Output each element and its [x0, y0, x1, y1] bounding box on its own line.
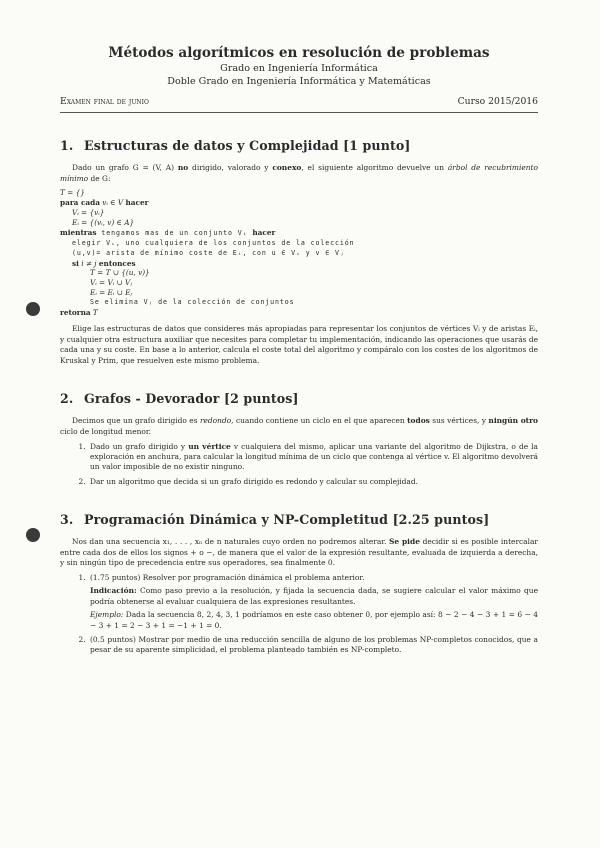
algo-line: T = T ∪ {(u, v)} — [90, 268, 150, 278]
degree-line-1: Grado en Ingeniería Informática — [220, 63, 378, 74]
section-1-number: 1. — [60, 138, 74, 153]
algo-line: Se elimina Vⱼ de la colección de conjuntos — [90, 298, 295, 307]
hint: Indicación: Como paso previo a la resolución, y fijada la secuencia dada, se sugiere calcular el valor máximo que podría obtenerse al evaluar cualquiera de las expresiones resultantes. — [90, 586, 538, 606]
section-3-intro: Nos dan una secuencia x₁, . . . , xₙ de n naturales cuyo orden no podremos alterar. Se pide decidir si es posible intercalar entre cada dos de ellos los signos + o −, de manera que el valor de la expresión resultante, evaluada de izquierda a derecha, y sin ningún tipo de precedencia entre sus operadores, sea finalmente 0. — [60, 537, 538, 568]
algo-line: Eᵢ = Eᵢ ∪ Eⱼ — [90, 288, 133, 298]
section-3-title: Programación Dinámica y NP-Completitud [2.25 puntos] — [84, 512, 490, 528]
section-2-title: Grafos - Devorador [2 puntos] — [84, 391, 299, 407]
algo-line: retorna T — [60, 308, 98, 318]
punch-hole-top — [26, 302, 40, 316]
section-1-title: Estructuras de datos y Complejidad [1 punto] — [84, 138, 411, 153]
list-item: 2. Dar un algoritmo que decida si un grafo dirigido es redondo y calcular su complejidad. — [88, 477, 538, 487]
punch-hole-bottom — [26, 528, 40, 542]
exam-info-line — [60, 96, 538, 107]
exam-name: Examen final de junio — [60, 96, 149, 107]
section-2-heading — [60, 391, 538, 406]
algorithm-block — [60, 188, 538, 318]
exam-page — [60, 44, 538, 660]
section-3-heading — [60, 512, 538, 527]
document-title: Métodos algorítmicos en resolución de problemas — [108, 45, 490, 61]
algo-line: Eᵢ = {(vᵢ, v) ∈ A} — [72, 217, 135, 227]
section-1-question: Elige las estructuras de datos que consideres más apropiadas para representar los conjuntos de vértices Vᵢ y de aristas Eᵢ, y cualquier otra estructura auxiliar que necesites para completar tu implementación, indicando las operaciones que usarás de cada una y su coste. En base a lo anterior, calcula el coste total del algoritmo y compáralo con los costes de los algoritmos de Kruskal y Prim, que resuelven este mismo problema. — [60, 323, 538, 365]
course-year: Curso 2015/2016 — [457, 96, 538, 107]
algo-line: (u,v)= arista de mínimo coste de Eᵢ, con u ∈ Vᵢ y v ∈ Vⱼ — [72, 248, 345, 257]
section-2-list — [60, 442, 538, 488]
example: Ejemplo: Dada la secuencia 8, 2, 4, 3, 1 podríamos en este caso obtener 0, por ejemplo así: 8 − 2 − 4 − 3 + 1 = 6 − 4 − 3 + 1 = 2 − 3 + 1 = −1 + 1 = 0. — [90, 610, 538, 630]
section-1-intro: Dado un grafo G = (V, A) no dirigido, valorado y conexo, el siguiente algoritmo devuelve un árbol de recubrimiento mínimo de G: — [60, 163, 538, 183]
algo-line: T = {} — [60, 188, 85, 198]
header-rule — [60, 112, 538, 113]
algo-line: mientras tengamos mas de un conjunto Vᵢ hacer — [60, 227, 276, 237]
algo-line: para cada vᵢ ∈ V hacer — [60, 198, 149, 208]
degree-line-2: Doble Grado en Ingeniería Informática y Matemáticas — [167, 76, 431, 87]
section-3-list — [60, 573, 538, 656]
algo-line: Vᵢ = {vᵢ} — [72, 208, 105, 217]
algo-line: Vᵢ = Vᵢ ∪ Vⱼ — [90, 278, 133, 288]
section-2-intro: Decimos que un grafo dirigido es redondo, cuando contiene un ciclo en el que aparecen todos sus vértices, y ningún otro ciclo de longitud menor. — [60, 416, 538, 436]
list-item: 2. (0.5 puntos) Mostrar por medio de una reducción sencilla de alguno de los problemas NP-completos conocidos, que a pesar de su aparente simplicidad, el problema planteado también es NP-completo. — [88, 635, 538, 656]
section-1-heading — [60, 138, 538, 153]
algo-line: si i ≠ j entonces — [72, 258, 136, 268]
list-item: 1. (1.75 puntos) Resolver por programación dinámica el problema anterior. Indicación: Como paso previo a la resolución, y fijada la secuencia dada, se sugiere calcular el valor máximo que podría obtenerse al evaluar cualquiera de las expresiones resultantes. Ejemplo: Dada la secuencia 8, 2, 4, 3, 1 podríamos en este caso obtener 0, por ejemplo así: 8 − 2 − 4 − 3 + 1 = 6 − 4 − 3 + 1 = 2 − 3 + 1 = −1 + 1 = 0. — [88, 573, 538, 631]
section-3-number: 3. — [60, 512, 74, 528]
algo-line: elegir Vᵢ, uno cualquiera de los conjuntos de la colección — [72, 238, 355, 247]
section-2-number: 2. — [60, 391, 74, 407]
list-item: 1. Dado un grafo dirigido y un vértice v cualquiera del mismo, aplicar una variante del algoritmo de Dijkstra, o de la exploración en anchura, para calcular la longitud mínima de un ciclo que contenga al vértice v. El algoritmo devolverá un valor imposible de no existir ninguno. — [88, 442, 538, 473]
